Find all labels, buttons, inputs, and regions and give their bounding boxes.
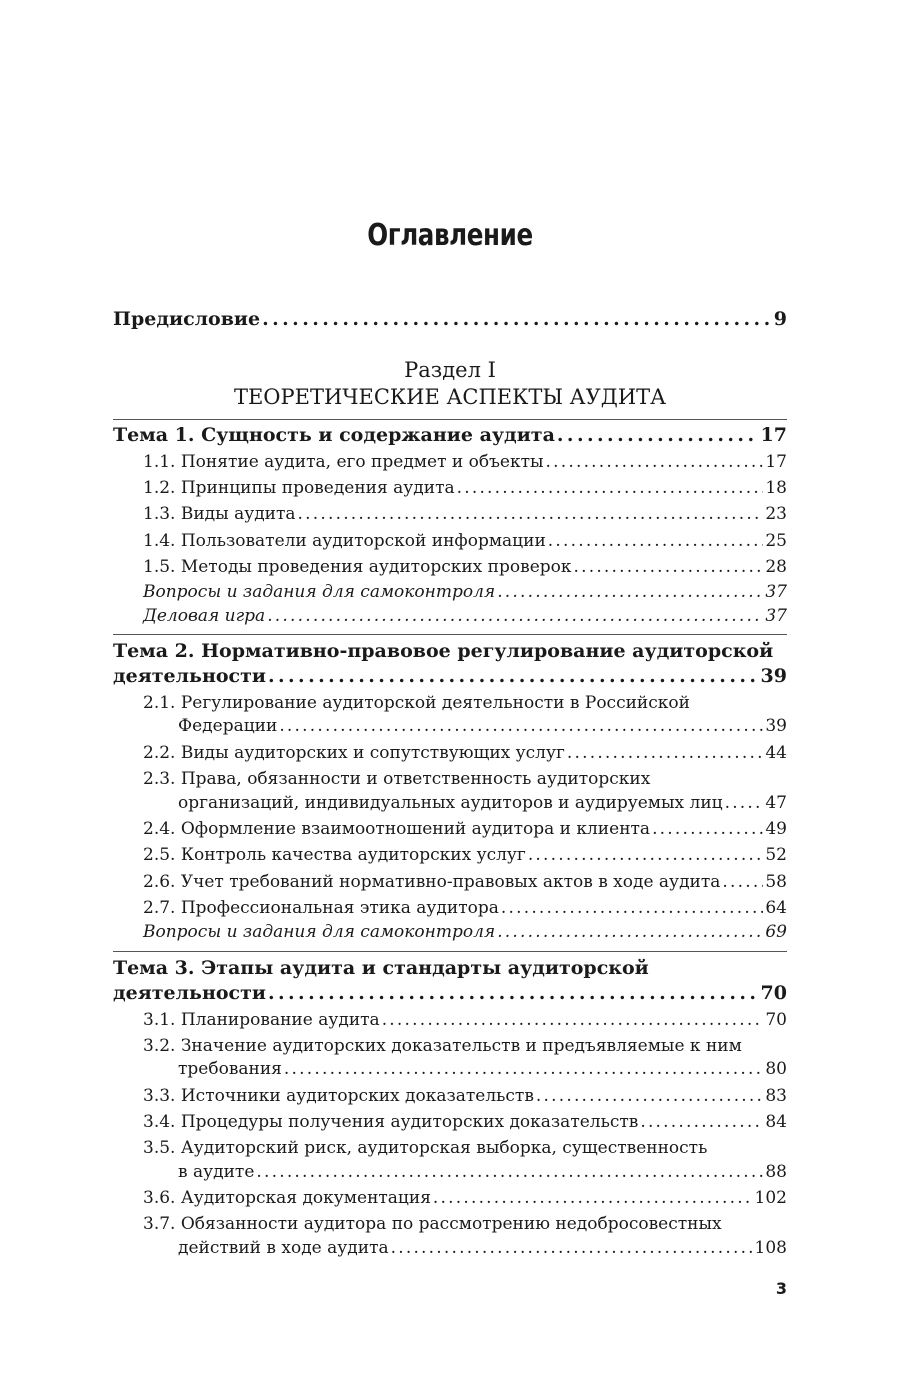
toc-entry[interactable] [143, 503, 787, 525]
entry-page: 25 [765, 531, 787, 551]
entry-label-line1: 2.1. Регулирование аудиторской деятельности в Российской [143, 693, 690, 713]
entry-page: 70 [765, 1010, 787, 1030]
entry-page: 84 [765, 1112, 787, 1132]
entry-page: 47 [765, 793, 787, 813]
entry-label: Вопросы и задания для самоконтроля [143, 582, 496, 602]
entry-label: в аудите [178, 1162, 255, 1182]
entry-label: Тема 1. Сущность и содержание аудита [113, 424, 555, 446]
entry-label: 3.3. Источники аудиторских доказательств [143, 1086, 534, 1106]
toc-entry[interactable] [178, 1161, 787, 1183]
entry-label: организаций, индивидуальных аудиторов и аудируемых лиц [178, 793, 723, 813]
entry-page: 17 [760, 424, 787, 446]
toc-entry-topic1[interactable] [113, 424, 787, 446]
toc-entry[interactable] [143, 477, 787, 499]
divider [113, 634, 787, 635]
entry-label: 3.4. Процедуры получения аудиторских доказательств [143, 1112, 639, 1132]
entry-label: Предисловие [113, 308, 261, 330]
divider [113, 951, 787, 952]
entry-label-line1: 2.3. Права, обязанности и ответственность аудиторских [143, 769, 651, 789]
entry-page: 39 [765, 716, 787, 736]
entry-label: 2.6. Учет требований нормативно-правовых актов в ходе аудита [143, 872, 721, 892]
toc-entry-topic2[interactable] [113, 665, 787, 687]
entry-label: 2.4. Оформление взаимоотношений аудитора и клиента [143, 819, 651, 839]
entry-page: 9 [773, 308, 787, 330]
toc-entry[interactable] [143, 1085, 787, 1107]
toc-entry-questions[interactable] [143, 921, 787, 943]
entry-label: 1.4. Пользователи аудиторской информации [143, 531, 546, 551]
entry-label: 2.2. Виды аудиторских и сопутствующих услуг [143, 743, 565, 763]
entry-page: 37 [765, 582, 787, 602]
entry-page: 39 [760, 665, 787, 687]
page-number: 3 [775, 1279, 787, 1298]
toc-entry-preface[interactable] [113, 308, 787, 330]
entry-page: 58 [765, 872, 787, 892]
entry-label: 1.1. Понятие аудита, его предмет и объекты [143, 452, 544, 472]
entry-label: 3.1. Планирование аудита [143, 1010, 380, 1030]
entry-label: действий в ходе аудита [178, 1238, 389, 1258]
entry-label: 1.2. Принципы проведения аудита [143, 478, 455, 498]
entry-label: Федерации [178, 716, 278, 736]
entry-label-line1: 3.2. Значение аудиторских доказательств и предъявляемые к ним [143, 1036, 742, 1056]
entry-page: 88 [765, 1162, 787, 1182]
entry-page: 70 [760, 982, 787, 1004]
entry-label: 2.5. Контроль качества аудиторских услуг [143, 845, 526, 865]
entry-page: 44 [765, 743, 787, 763]
entry-label: требования [178, 1059, 282, 1079]
entry-label: 2.7. Профессиональная этика аудитора [143, 898, 499, 918]
toc-entry[interactable] [143, 1187, 787, 1209]
toc-entry[interactable] [178, 792, 787, 814]
entry-page: 17 [765, 452, 787, 472]
toc-entry[interactable] [178, 715, 787, 737]
toc-entry[interactable] [143, 871, 787, 893]
page-title: Оглавление [367, 218, 533, 253]
entry-label-line1: 3.5. Аудиторский риск, аудиторская выборка, существенность [143, 1138, 708, 1158]
entry-label: 1.3. Виды аудита [143, 504, 296, 524]
entry-page: 23 [765, 504, 787, 524]
entry-page: 80 [765, 1059, 787, 1079]
entry-label: деятельности [113, 982, 266, 1004]
toc-entry[interactable] [143, 742, 787, 764]
entry-label: 1.5. Методы проведения аудиторских проверок [143, 557, 572, 577]
toc-entry-questions[interactable] [143, 581, 787, 603]
toc-entry[interactable] [143, 1111, 787, 1133]
toc-entry[interactable] [178, 1237, 787, 1259]
entry-page: 52 [765, 845, 787, 865]
entry-label: Вопросы и задания для самоконтроля [143, 922, 496, 942]
toc-entry[interactable] [143, 451, 787, 473]
entry-label: 3.6. Аудиторская документация [143, 1188, 431, 1208]
entry-page: 64 [765, 898, 787, 918]
entry-label-line1: 3.7. Обязанности аудитора по рассмотрению недобросовестных [143, 1214, 722, 1234]
entry-page: 28 [765, 557, 787, 577]
toc-entry-topic3[interactable] [113, 982, 787, 1004]
toc-entry[interactable] [143, 818, 787, 840]
topic3-label-line1: Тема 3. Этапы аудита и стандарты аудиторской [113, 957, 649, 979]
toc-entry[interactable] [178, 1058, 787, 1080]
topic2-label-line1: Тема 2. Нормативно-правовое регулирование аудиторской [113, 640, 774, 662]
entry-page: 83 [765, 1086, 787, 1106]
toc-entry[interactable] [143, 530, 787, 552]
entry-page: 69 [765, 922, 787, 942]
entry-page: 37 [765, 606, 787, 626]
entry-label: деятельности [113, 665, 266, 687]
entry-page: 18 [765, 478, 787, 498]
entry-page: 102 [754, 1188, 787, 1208]
toc-entry-game[interactable] [143, 605, 787, 627]
entry-page: 49 [765, 819, 787, 839]
toc-entry[interactable] [143, 1009, 787, 1031]
section-name: ТЕОРЕТИЧЕСКИЕ АСПЕКТЫ АУДИТА [233, 385, 667, 409]
divider [113, 419, 787, 420]
section-label: Раздел I [404, 358, 496, 382]
entry-label: Деловая игра [143, 606, 266, 626]
entry-page: 108 [754, 1238, 787, 1258]
toc-entry[interactable] [143, 897, 787, 919]
toc-entry[interactable] [143, 556, 787, 578]
toc-entry[interactable] [143, 844, 787, 866]
